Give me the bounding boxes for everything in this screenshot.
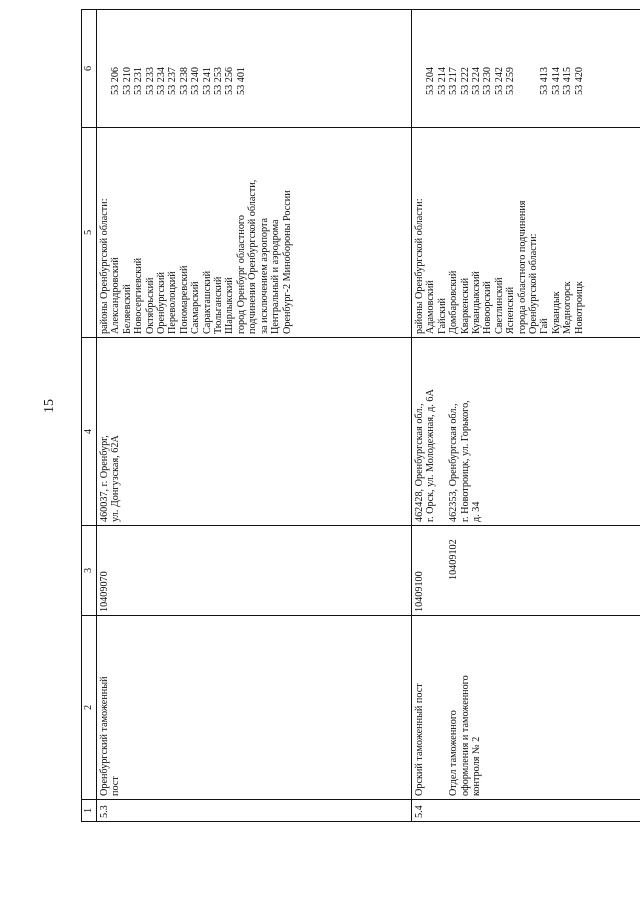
address-line: 462353, Оренбургская обл., [448, 403, 460, 522]
customs-table-container [81, 10, 629, 822]
area-name: Саракташский [201, 270, 213, 334]
area-code: 53 242 [493, 66, 505, 95]
area-name: Адамовский [425, 280, 437, 334]
area-code [414, 13, 425, 95]
area-code: 53 420 [573, 66, 585, 95]
areas-cell [412, 128, 640, 338]
area-code: 53 238 [178, 66, 190, 95]
area-code: 53 259 [505, 66, 517, 95]
address-line: г. Новотроицк, ул. Горького, [459, 400, 471, 522]
spacer [437, 341, 448, 522]
column-header: 6 [82, 10, 97, 128]
row-number: 5.4 [412, 800, 640, 822]
post-name-line: контроля № 2 [471, 736, 482, 796]
address-line: 462428, Оренбургская обл., [414, 403, 425, 522]
area-code: 53 241 [201, 66, 213, 95]
area-name: Беляевский [121, 284, 133, 334]
area-code [528, 13, 539, 95]
area-name: Кувандыкский [471, 271, 483, 334]
post-name-cell [97, 616, 412, 800]
spacer [425, 619, 436, 796]
spacer [437, 529, 448, 612]
area-code: 53 256 [224, 66, 236, 95]
column-header: 1 [82, 800, 97, 822]
post-code: 10409100 [414, 571, 425, 612]
area-name: Александровский [110, 257, 122, 334]
area-code: 53 401 [235, 66, 247, 95]
area-code: 53 240 [190, 66, 202, 95]
area-name: Домбаровский [448, 270, 460, 334]
page-number: 15 [42, 399, 57, 413]
post-name-line: оформления и таможенного [459, 675, 471, 796]
area-name: Новотроицк [573, 281, 585, 334]
area-name: Гайский [436, 298, 448, 334]
post-code: 10409070 [99, 571, 110, 612]
area-code: 53 237 [167, 66, 179, 95]
oktmo-codes-cell [412, 10, 640, 128]
area-name: Сакмарский [190, 281, 202, 334]
area-code: 53 217 [448, 66, 460, 95]
column-header: 5 [82, 128, 97, 338]
column-header: 3 [82, 526, 97, 616]
area-name: Светлинский [493, 277, 505, 334]
area-name: Октябрьский [144, 277, 156, 334]
area-name: Пономаревский [178, 265, 190, 334]
area-code: 53 414 [550, 66, 562, 95]
area-name: Шарлыкский [224, 277, 236, 334]
column-header: 4 [82, 338, 97, 526]
area-code: 53 234 [156, 66, 168, 95]
table-row [97, 10, 412, 822]
areas-cell [97, 128, 412, 338]
post-name-line: Орский таможенный пост [414, 683, 425, 796]
area-name: Медногорск [562, 281, 574, 334]
spacer [437, 619, 448, 796]
post-address-cell [97, 338, 412, 526]
area-code: 53 230 [482, 66, 494, 95]
area-code: 53 233 [144, 66, 156, 95]
row-number: 5.3 [97, 800, 412, 822]
area-name: Центральный и аэродрома [270, 219, 282, 334]
area-name: город Оренбург областного [235, 215, 247, 334]
area-code [99, 13, 110, 95]
post-code-cell [412, 526, 640, 616]
post-name-line: Отдел таможенного [448, 710, 460, 796]
post-name-cell [412, 616, 640, 800]
area-name: города областного подчинения [516, 200, 528, 334]
area-name: Переволоцкий [167, 271, 179, 334]
area-name: Тюльганский [213, 276, 225, 334]
post-code: 10409102 [448, 539, 460, 580]
address-line: д. 34 [471, 501, 483, 522]
post-code-cell [97, 526, 412, 616]
area-code: 53 210 [121, 66, 133, 95]
area-name: за исключением аэропорта [258, 217, 270, 334]
address-line: ул. Донгузская, 62А [110, 435, 122, 522]
post-name-line: Оренбургский таможенный [99, 676, 110, 796]
area-code [517, 13, 528, 95]
area-code: 53 231 [133, 66, 145, 95]
area-name: Кувандык [550, 291, 562, 334]
table-row [412, 10, 640, 822]
area-code: 53 415 [562, 66, 574, 95]
post-name-line: пост [110, 776, 122, 796]
address-line: г. Орск, ул. Молодежная, д. 6А [425, 389, 437, 522]
area-code: 53 413 [539, 66, 551, 95]
area-name: Оренбургской области: [528, 233, 540, 334]
area-code: 53 253 [213, 66, 225, 95]
area-name: Новосергиевский [133, 257, 145, 334]
area-name: Новоорский [482, 281, 494, 334]
area-name: Оренбургский [156, 272, 168, 334]
area-name: районы Оренбургской области: [99, 198, 110, 334]
area-code: 53 224 [471, 66, 483, 95]
area-name: Оренбург-2 Минобороны России [281, 190, 293, 334]
column-header: 2 [82, 616, 97, 800]
area-code: 53 206 [110, 66, 122, 95]
area-name: районы Оренбургской области: [414, 198, 425, 334]
oktmo-codes-cell [97, 10, 412, 128]
spacer [425, 529, 436, 612]
header-row [82, 10, 97, 822]
area-code: 53 222 [459, 66, 471, 95]
post-address-cell [412, 338, 640, 526]
area-code: 53 204 [425, 66, 437, 95]
area-name: подчинения Оренбургской области, [247, 179, 259, 334]
customs-posts-table [81, 9, 640, 822]
area-name: Кваркенский [459, 277, 471, 334]
address-line: 460037, г. Оренбург, [99, 435, 110, 522]
area-code: 53 214 [436, 66, 448, 95]
area-name: Ясненский [505, 286, 517, 334]
area-name: Гай [539, 318, 551, 334]
